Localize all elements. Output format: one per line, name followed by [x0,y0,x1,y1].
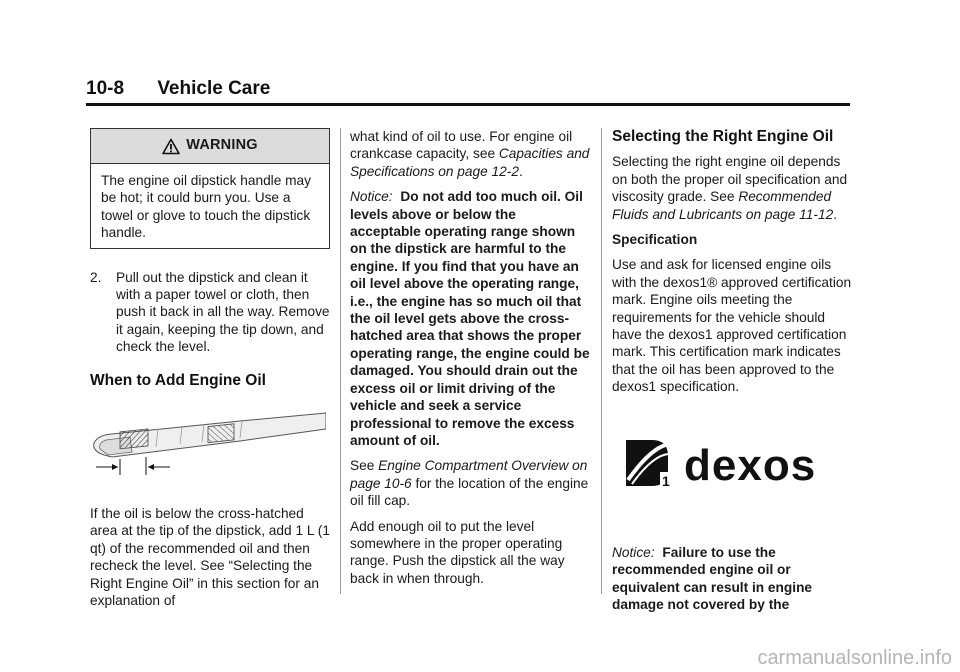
oil-type-paragraph [350,128,590,180]
fill-cap-text: for the location of the engine oil fill cap. [350,475,589,509]
oil-type-text: what kind of oil to use. For engine oil crankcase capacity, see [350,129,573,162]
notice-paragraph [350,188,590,449]
step-text: Pull out the dipstick and clean it with a paper towel or cloth, then push it back in all the way. Remove it again, keeping the tip down, and check the level. [116,269,330,355]
fluids-reference: Recommended Fluids and Lubricants on page 11-12 [612,189,834,222]
selecting-oil-heading: Selecting the Right Engine Oil [612,128,834,145]
selecting-oil-paragraph [612,153,856,223]
watermark: carmanualsonline.info [757,647,952,669]
section-title: Vehicle Care [157,78,271,99]
notice-text: Do not add too much oil. Oil levels above or below the acceptable operating range shown on the dipstick are harmful to the engine. If you find that you have an oil level above the operating range, i.e., the engine has so much oil that the oil level gets above the cross-hatched area that shows the proper operating range, the engine could be damaged. You should drain out the excess oil or limit driving of the vehicle and seek a service professional to remove the excess amount of oil. [350,189,590,448]
period: . [833,206,837,222]
failure-notice-text: Failure to use the recommended engine oil or equivalent can result in engine damage not covered by the [612,544,813,612]
fill-cap-paragraph [350,457,590,509]
engine-compartment-reference: Engine Compartment Overview on page 10-6 [350,458,588,491]
specification-paragraph: Use and ask for licensed engine oils with the dexos1® approved certification mark. Engine oils meeting the requirements for the vehicle should have the dexos1 approved certification mark. This certification mark indicates that the oil has been approved to the dexos1 specification. [612,257,852,395]
page-number: 10-8 [86,78,125,99]
column-divider [340,128,341,594]
dipstick-illustration [90,407,326,477]
notice-label: Notice: [612,544,655,560]
add-oil-paragraph: If the oil is below the cross-hatched area at the tip of the dipstick, add 1 L (1 qt) of the recommended oil and then recheck the level. See “Selecting the Right Engine Oil” in this section for an explanation of [90,506,330,609]
warning-header [91,129,329,164]
see-text: See [350,458,375,474]
header-rule [86,103,850,106]
warning-title: WARNING [186,137,258,154]
failure-notice-paragraph [612,544,856,614]
period: . [518,163,523,179]
when-to-add-heading: When to Add Engine Oil [90,371,266,389]
dexos-logo [622,436,838,492]
dexos-number: 1 [662,472,670,489]
step-item [90,269,330,356]
warning-triangle-icon [162,138,180,155]
column-3 [612,128,856,621]
selecting-oil-text: Selecting the right engine oil depends on both the proper oil specification and viscosity grade. See [612,154,848,205]
specification-subheading: Specification [612,232,698,248]
add-enough-oil-paragraph: Add enough oil to put the level somewhere in the proper operating range. Push the dipstick all the way back in when through. [350,518,565,586]
dexos-wordmark: dexos [684,440,817,490]
warning-body: The engine oil dipstick handle may be hot; it could burn you. Use a towel or glove to touch the dipstick handle. [101,173,311,241]
column-1 [90,128,330,618]
capacities-reference: Capacities and Specifications on page 12-2 [350,146,590,179]
step-number: 2. [90,269,102,285]
page-header [86,78,850,100]
notice-label: Notice: [350,189,393,205]
warning-box [90,128,330,249]
column-divider [601,128,602,594]
column-2 [350,128,590,595]
